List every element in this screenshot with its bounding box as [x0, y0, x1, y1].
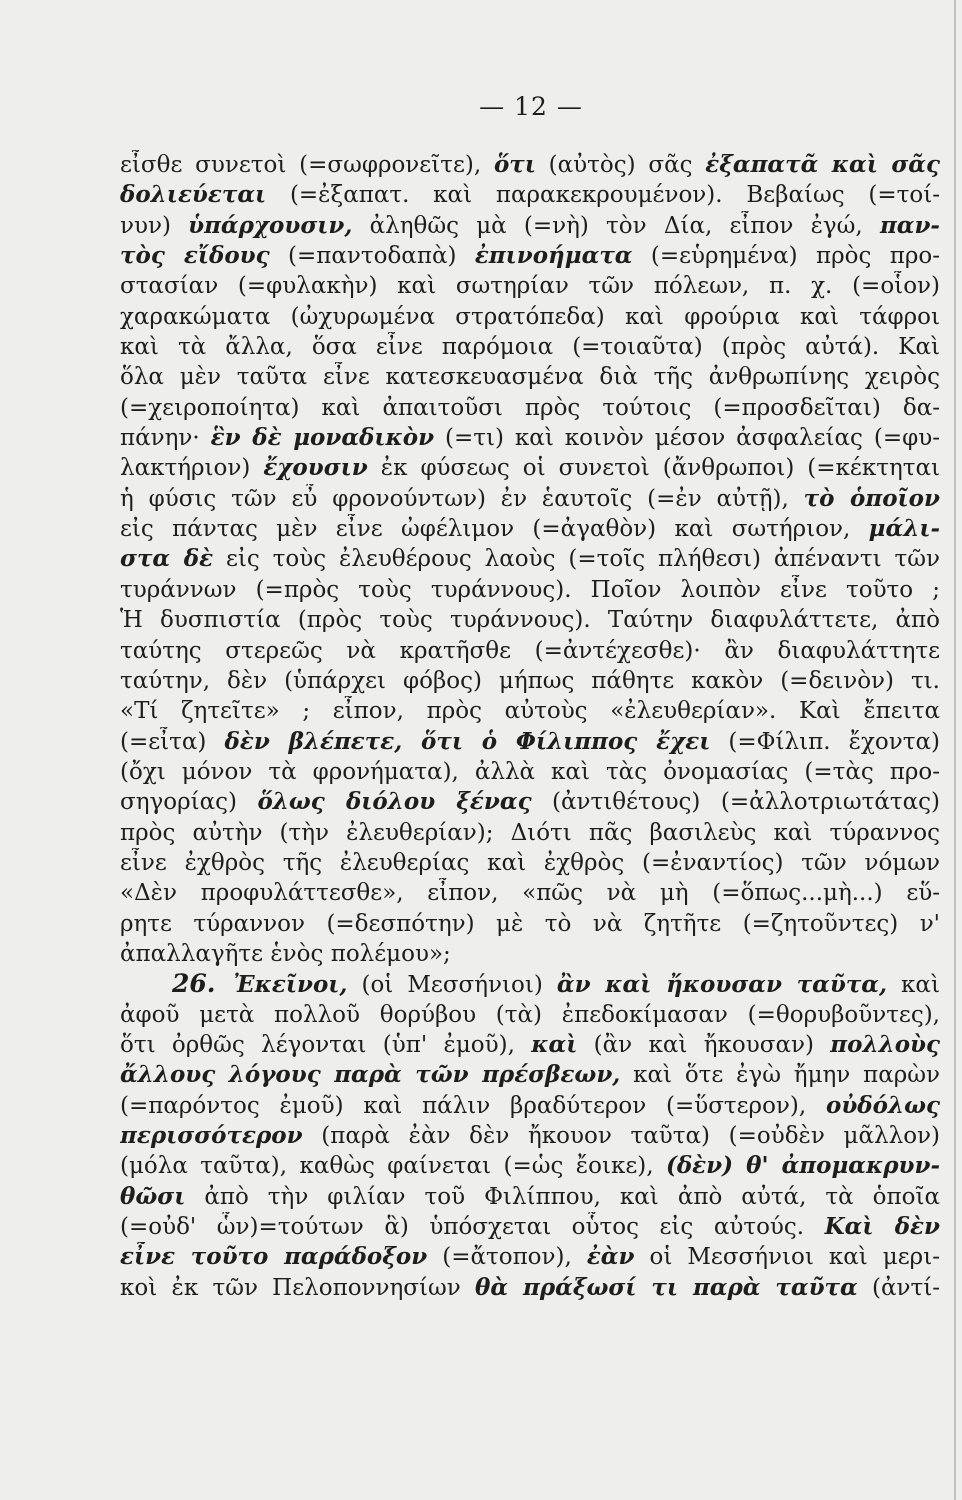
emphasized-text: ὅτι	[493, 151, 536, 178]
text-segment: πάνην·	[120, 425, 211, 452]
text-segment: (=τι) καὶ κοινὸν μέσον ἀσφαλείας (=φυ-	[434, 425, 940, 452]
emphasized-text: ὅλως διόλου ξένας	[257, 788, 532, 816]
text-segment: οἱ Μεσσήνιοι καὶ μερι-	[634, 1244, 940, 1271]
text-segment: «Τί ζητεῖτε» ; εἶπον, πρὸς αὐτοὺς «ἐλευθερίαν». Καὶ ἔπειτα	[120, 698, 940, 725]
text-segment: (=οὐδ' ὧν)=τούτων ἃ) ὑπόσχεται οὗτος εἰς αὐτούς.	[120, 1214, 825, 1241]
text-line	[120, 636, 940, 666]
text-line	[120, 696, 940, 726]
text-segment: σηγορίας)	[120, 789, 258, 816]
text-segment: (ὄχι μόνον τὰ φρονήματα), ἀλλὰ καὶ τὰς ὀνομασίας (=τὰς προ-	[120, 758, 940, 785]
text-segment: καὶ	[887, 972, 940, 999]
text-line	[120, 1000, 940, 1030]
text-line	[120, 818, 940, 848]
text-segment: (=παντοδαπὰ)	[269, 243, 475, 270]
text-segment: ἐκ φύσεως οἱ συνετοὶ (ἄνθρωποι) (=κέκτηται	[367, 455, 940, 482]
text-segment: ἀπαλλαγῆτε ἑνὸς πολέμου»;	[120, 940, 451, 967]
text-segment: ὅλα μὲν ταῦτα εἶνε κατεσκευασμένα διὰ τῆς ἀνθρωπίνης χειρὸς	[120, 364, 940, 391]
text-segment: εἶσθε συνετοὶ (=σωφρονεῖτε),	[120, 152, 494, 178]
emphasized-text: πολλοὺς	[830, 1030, 940, 1058]
text-segment: (ἂν καὶ ἤκουσαν)	[577, 1031, 831, 1058]
text-line	[120, 362, 940, 392]
text-segment: (=παρόντος ἐμοῦ) καὶ πάλιν βραδύτερον (=ὕστερον),	[120, 1092, 826, 1119]
text-line	[120, 453, 940, 483]
text-segment: ταύτην, δὲν (ὑπάρχει φόβος) μήπως πάθητε κακὸν (=δεινὸν) τι.	[120, 667, 940, 694]
emphasized-text: καὶ	[531, 1030, 578, 1058]
text-line	[120, 969, 940, 999]
text-segment: ρητε τύραννον (=δεσπότην) μὲ τὸ νὰ ζητῆτε (=ζητοῦντες) ν'	[120, 910, 940, 937]
emphasized-text: δὲν βλέπετε, ὅτι ὁ Φίλιππος ἔχει	[224, 727, 711, 755]
text-segment: στασίαν (=φυλακὴν) καὶ σωτηρίαν τῶν πόλεων, π. χ. (=οἷον)	[120, 273, 940, 300]
text-segment: (=ἐξαπατ. καὶ παρακεκρουμένον). Βεβαίως (=τοί-	[266, 182, 940, 209]
text-line	[120, 787, 940, 817]
text-segment: κοὶ ἐκ τῶν Πελοποννησίων	[120, 1274, 475, 1301]
text-segment: τυράννων (=πρὸς τοὺς τυράννους). Ποῖον λοιπὸν εἶνε τοῦτο ;	[120, 576, 940, 603]
text-segment: εἰς τοὺς ἐλευθέρους λαοὺς (=τοῖς πλήθεσι) ἀπέναντι τῶν	[213, 546, 940, 573]
text-segment: (=ἄτοπον),	[427, 1244, 587, 1271]
emphasized-text: παν-	[879, 211, 940, 239]
emphasized-text: θὰ πράξωσί τι παρὰ ταῦτα	[475, 1273, 858, 1301]
text-line	[120, 1242, 940, 1272]
text-segment: Ἡ δυσπιστία (πρὸς τοὺς τυράννους). Ταύτην διαφυλάττετε, ἀπὸ	[120, 607, 940, 634]
text-segment: εἶνε ἐχθρὸς τῆς ἐλευθερίας καὶ ἐχθρὸς (=ἐναντίος) τῶν νόμων	[120, 849, 940, 876]
text-line	[120, 666, 940, 696]
text-segment: ἀφοῦ μετὰ πολλοῦ θορύβου (τὰ) ἐπεδοκίμασαν (=θορυβοῦντες),	[120, 1001, 940, 1028]
emphasized-text: μάλι-	[868, 515, 940, 543]
text-line	[120, 1121, 940, 1151]
text-segment: (μόλα ταῦτα), καθὼς φαίνεται (=ὡς ἔοικε),	[120, 1153, 666, 1180]
emphasized-text: ἐὰν	[586, 1243, 635, 1271]
text-segment: (οἱ Μεσσήνιοι)	[347, 972, 557, 999]
text-line	[120, 878, 940, 908]
emphasized-text: ἔχουσιν	[263, 454, 368, 482]
text-line	[120, 332, 940, 362]
text-segment: λακτήριον)	[120, 455, 264, 482]
text-line	[120, 1060, 940, 1090]
page-number: — 12 —	[479, 92, 583, 121]
text-line	[120, 393, 940, 423]
body-text	[120, 150, 940, 1303]
text-line	[120, 575, 940, 605]
emphasized-text: εἶνε τοῦτο παράδοξον	[120, 1243, 428, 1271]
emphasized-text: (δὲν) θ' ἀπομακρυν-	[665, 1152, 940, 1180]
text-segment: (=χειροποίητα) καὶ ἀπαιτοῦσι πρὸς τούτοις (=προσδεῖται) δα-	[120, 394, 940, 421]
text-line	[120, 514, 940, 544]
emphasized-text: τὸ ὁποῖον	[803, 484, 940, 512]
text-line	[120, 423, 940, 453]
page-edge	[954, 0, 956, 1500]
text-line	[120, 211, 940, 241]
text-segment: ἀπὸ τὴν φιλίαν τοῦ Φιλίππου, καὶ ἀπὸ αὐτά, τὰ ὁποῖα	[185, 1183, 940, 1210]
text-segment: ταύτης στερεῶς νὰ κρατῆσθε (=ἀντέχεσθε)· ἂν διαφυλάττητε	[120, 637, 940, 664]
text-line	[120, 848, 940, 878]
text-segment: (=Φίλιπ. ἔχοντα)	[710, 728, 940, 755]
text-segment: ἡ φύσις τῶν εὖ φρονούντων) ἐν ἑαυτοῖς (=ἐν αὐτῇ),	[120, 485, 804, 512]
text-segment: (ἀντιθέτους) (=ἀλλοτριωτάτας)	[531, 789, 940, 816]
text-line	[120, 727, 940, 757]
text-segment	[220, 972, 234, 998]
emphasized-text: ἂν καὶ ἤκουσαν ταῦτα,	[556, 971, 888, 999]
emphasized-text: Καὶ δὲν	[824, 1213, 940, 1241]
section-number: 26.	[172, 969, 216, 999]
text-line	[120, 271, 940, 301]
text-segment: (ἀντί-	[857, 1274, 940, 1301]
text-line	[120, 1273, 940, 1303]
text-segment: χαρακώματα (ὠχυρωμένα στρατόπεδα) καὶ φρούρια καὶ τάφροι	[120, 303, 940, 330]
text-segment: (=εὑρημένα) πρὸς προ-	[632, 243, 940, 270]
text-line	[120, 1212, 940, 1242]
text-line	[120, 757, 940, 787]
text-line	[120, 302, 940, 332]
text-segment: νυν)	[120, 212, 189, 239]
text-line	[120, 241, 940, 271]
emphasized-text: ἐπινοήματα	[474, 242, 633, 270]
text-line	[120, 939, 940, 969]
text-segment: «Δὲν προφυλάττεσθε», εἶπον, «πῶς νὰ μὴ (=ὅπως...μὴ...) εὕ-	[120, 880, 940, 907]
text-line	[120, 1182, 940, 1212]
text-line	[120, 909, 940, 939]
text-segment: (παρὰ ἐὰν δὲν ἤκουον ταῦτα) (=οὐδὲν μᾶλλον)	[302, 1123, 940, 1149]
text-segment: ὅτι ὀρθῶς λέγονται (ὑπ' ἐμοῦ),	[120, 1031, 532, 1058]
text-line	[120, 484, 940, 514]
text-segment: (=εἶτα)	[120, 728, 225, 755]
text-segment: πρὸς αὐτὴν (τὴν ἐλευθερίαν); Διότι πᾶς βασιλεὺς καὶ τύραννος	[120, 819, 940, 846]
text-segment: καὶ ὅτε ἐγὼ ἤμην παρὼν	[620, 1062, 940, 1089]
text-segment: εἰς πάντας μὲν εἶνε ὠφέλιμον (=ἀγαθὸν) καὶ σωτήριον,	[120, 516, 869, 543]
emphasized-text: οὐδόλως	[825, 1091, 940, 1119]
emphasized-text: τὸς εἴδους	[120, 242, 270, 270]
emphasized-text: στα δὲ	[120, 545, 214, 573]
text-line	[120, 1030, 940, 1060]
emphasized-text: δολιεύεται	[120, 181, 267, 209]
text-segment: καὶ τὰ ἄλλα, ὅσα εἶνε παρόμοια (=τοιαῦτα) (πρὸς αὐτά). Καὶ	[120, 334, 940, 361]
text-segment: (αὐτὸς) σᾶς	[535, 152, 706, 178]
emphasized-text: Ἐκεῖνοι,	[233, 971, 348, 999]
emphasized-text: ἄλλους λόγους παρὰ τῶν πρέσβεων,	[120, 1061, 621, 1089]
emphasized-text: ὑπάρχουσιν,	[188, 211, 353, 239]
emphasized-text: ἓν δὲ μοναδικὸν	[210, 424, 435, 452]
text-line	[120, 1151, 940, 1181]
text-line	[120, 1091, 940, 1121]
emphasized-text: θῶσι	[120, 1182, 186, 1210]
text-line	[120, 544, 940, 574]
text-segment: ἀληθῶς μὰ (=νὴ) τὸν Δία, εἶπον ἐγώ,	[352, 212, 880, 239]
text-line	[120, 180, 940, 210]
text-line	[120, 605, 940, 635]
text-line	[120, 150, 940, 180]
emphasized-text: περισσότερον	[120, 1122, 303, 1149]
emphasized-text: ἐξαπατᾶ καὶ σᾶς	[705, 151, 940, 178]
